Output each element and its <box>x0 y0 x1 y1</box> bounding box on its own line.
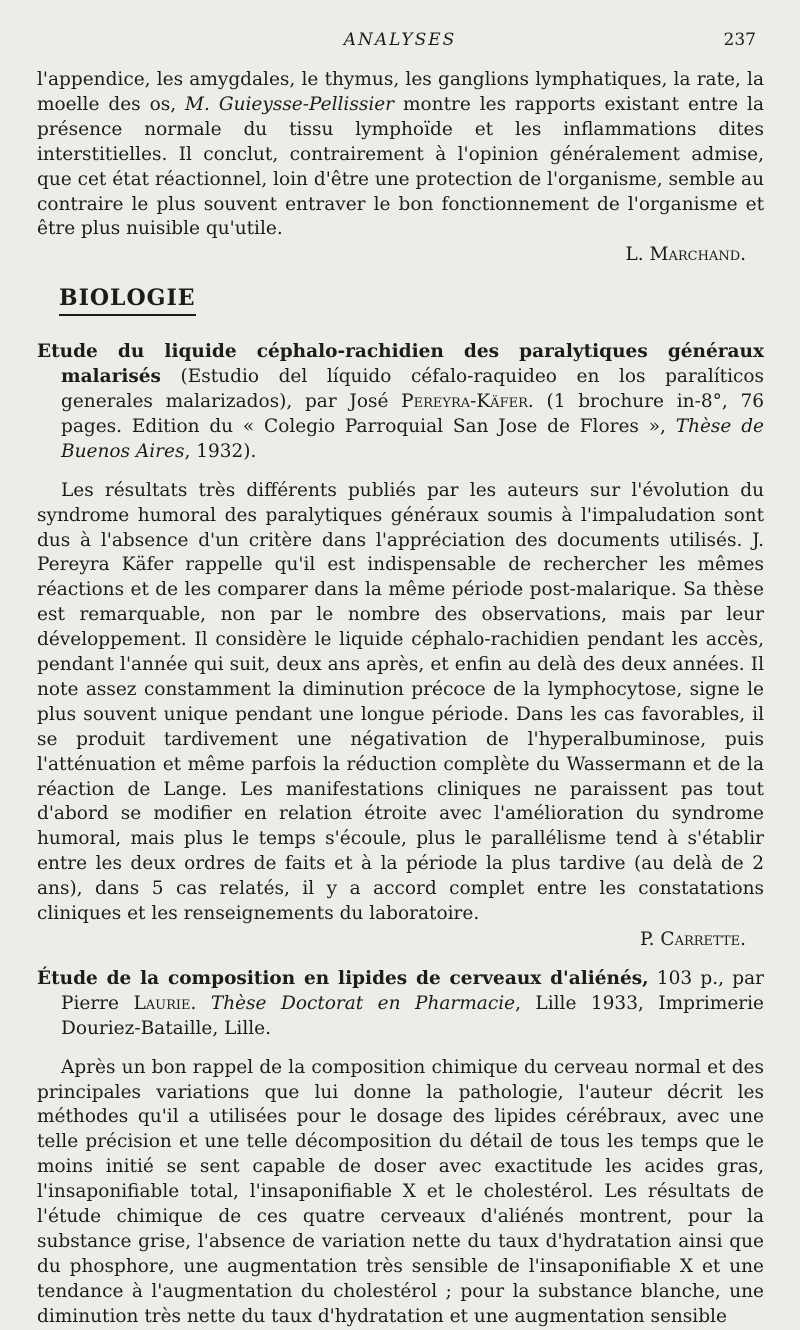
article2-ref-author: Laurie <box>133 992 191 1014</box>
intro-text: l'appendice, les amygdales, le thymus, les ganglions lymphatiques, la rate, la moelle des os, <box>37 69 764 115</box>
article2-ref-c: , Lille 1933, Imprimerie Douriez-Bataille, Lille. <box>61 992 764 1039</box>
running-head <box>0 30 800 54</box>
article2-ref-b: . <box>190 992 211 1014</box>
article2-heading <box>37 967 764 1042</box>
intro-paragraph <box>37 68 764 242</box>
section-title: BIOLOGIE <box>59 286 196 316</box>
article1-heading <box>37 340 764 465</box>
article2-ref-thesis: Thèse Doctorat en Pharmacie <box>210 992 516 1014</box>
page-body <box>37 68 764 1330</box>
article1-ref-author: Pereyra-Käfer <box>401 390 528 412</box>
running-title: ANALYSES <box>343 30 457 50</box>
article1-ref-b: . (1 brochure in-8°, 76 pages. Edition du « Colegio Parroquial San Jose de Flores », <box>61 390 764 437</box>
article1-body: Les résultats très différents publiés par les auteurs sur l'évolution du syndrome humoral des paralytiques généraux soumis à l'impaludation sont dus à l'absence d'un critère dans l'appréciation des documents utilisés. J. Pereyra Käfer rappelle qu'il est indispensable de rechercher les mêmes réactions et de les comparer dans la même période post-malarique. Sa thèse est remarquable, non par le nombre des observations, mais par leur développement. Il considère le liquide céphalo-rachidien pendant les accès, pendant l'année qui suit, deux ans après, et enfin au delà des deux années. Il note assez constamment la diminution précoce de la lymphocytose, signe le plus souvent unique pendant une longue période. Dans les cas favorables, il se produit tardivement une négativation de l'hyperalbuminose, puis l'atténuation et même parfois la réduction complète du Wassermann et de la réaction de Lange. Les manifestations cliniques ne paraissent pas tout d'abord se modifier en relation étroite avec l'amélioration du syndrome humoral, mais plus le temps s'écoule, plus le parallélisme tend à s'établir entre les deux ordres de faits et à la période la plus tardive (au delà de 2 ans), dans 5 cas relatés, il y a accord complet entre les constatations cliniques et les renseignements du laboratoire. <box>37 479 764 925</box>
article1-ref-place: Thèse de Buenos Aires <box>61 415 764 462</box>
intro-text-2: montre les rapports existant entre la présence normale du tissu lymphoïde et les inflammations dites interstitielles. Il conclut, contrairement à l'opinion généralement admise, que cet état réactionnel, loin d'être une protection de l'organisme, semble au contraire le plus souvent entraver le bon fonctionnement de l'organisme et être plus nuisible qu'utile. <box>37 93 764 240</box>
intro-author: M. Guieysse-Pellissier <box>185 93 395 115</box>
intro-signature: L. Marchand. <box>625 244 746 266</box>
article1-ref-c: , 1932). <box>184 440 257 462</box>
article1-signature: P. Carrette. <box>639 929 746 950</box>
article1-title: Etude du liquide céphalo-rachidien des paralytiques généraux malarisés <box>37 341 764 388</box>
page-number: 237 <box>723 30 756 50</box>
article2-title: Étude de la composition en lipides de cerveaux d'aliénés, <box>37 967 649 989</box>
article2-body: Après un bon rappel de la composition chimique du cerveau normal et des principales variations que lui donne la pathologie, l'auteur décrit les méthodes qu'il a utilisées pour le dosage des lipides cérébraux, avec une telle précision et une telle décomposition du détail de tous les temps que le moins initié se sent capable de doser avec exactitude les acides gras, l'insaponifiable total, l'insaponifiable X et le cholestérol. Les résultats de l'étude chimique de ces quatre cerveaux d'aliénés montrent, pour la substance grise, l'absence de variation nette du taux d'hydratation ainsi que du phosphore, une augmentation très sensible de l'insaponifiable X et une tendance à l'augmentation du cholestérol ; pour la substance blanche, une diminution très nette du taux d'hydratation et une augmentation sensible <box>37 1056 764 1327</box>
article1-ref-a: (Estudio del líquido céfalo-raquideo en los paralíticos generales malarizados), par José <box>61 366 764 412</box>
article2-ref-a: 103 p., par Pierre <box>61 967 764 1014</box>
